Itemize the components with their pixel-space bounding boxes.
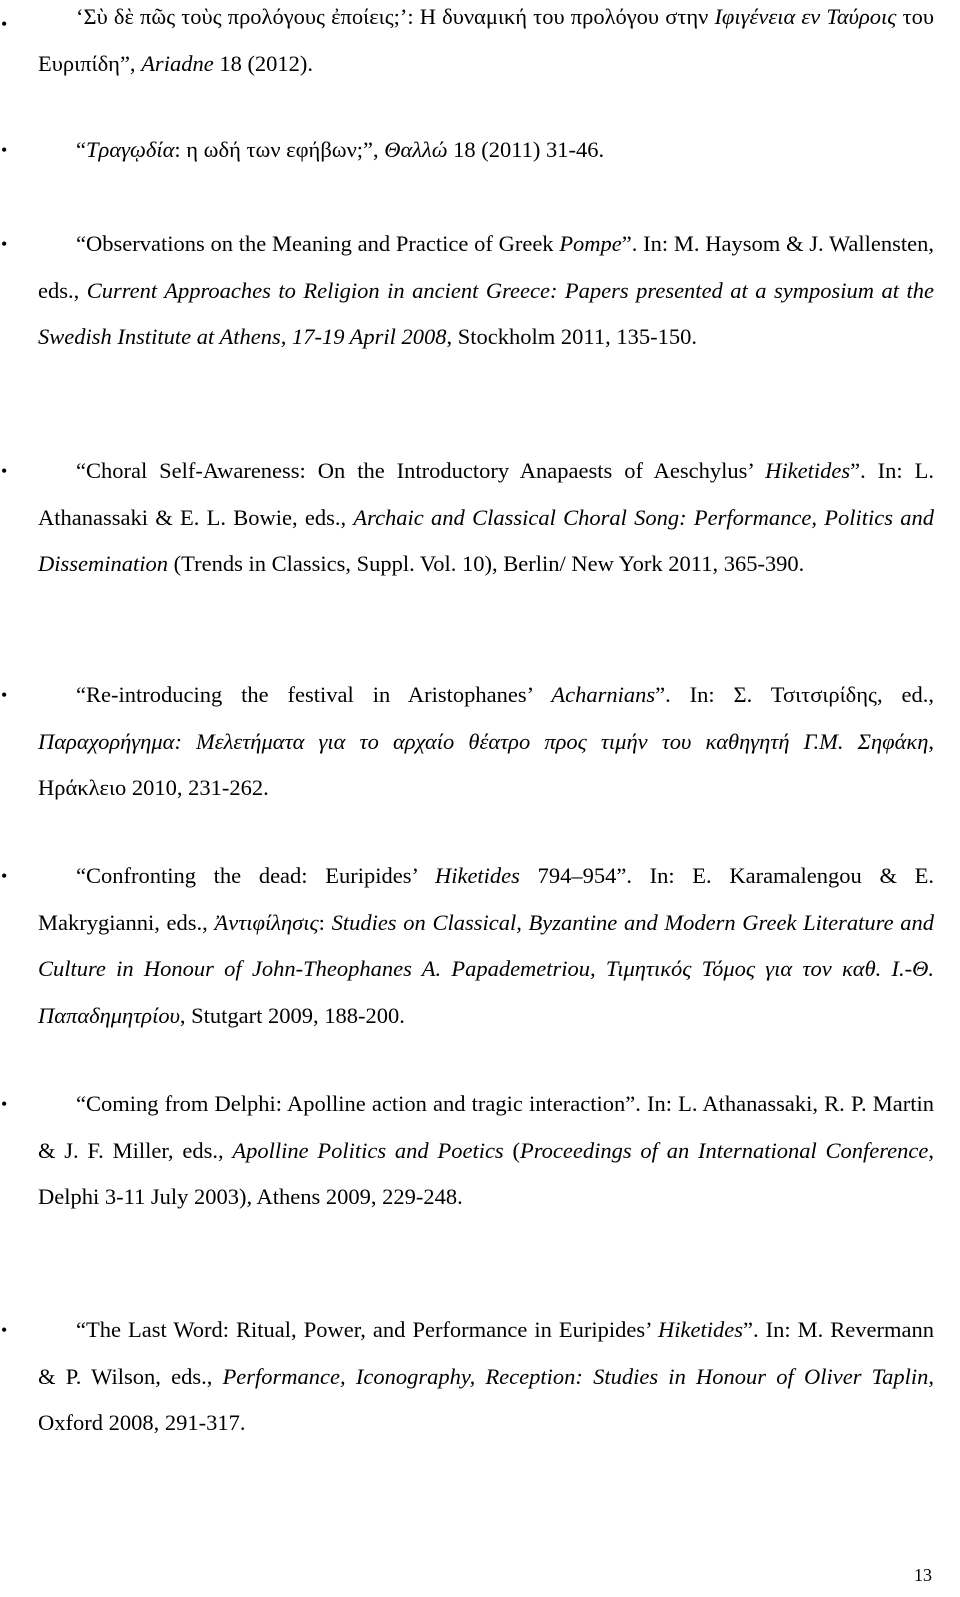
italic-title-segment: Current Approaches to Religion in ancient Greece: Papers presented at a symposium at the Swedish Institute at Athens, 17-19 April 2008 xyxy=(38,277,934,349)
italic-title-segment: Θαλλώ xyxy=(384,137,448,162)
italic-title-segment: Ἀντιφίλησις xyxy=(214,909,319,935)
text-segment: ”. In: Σ. Τσιτσιρίδης, ed., xyxy=(655,682,934,707)
bullet-icon: • xyxy=(1,461,8,481)
italic-title-segment: Hiketides xyxy=(434,863,520,888)
bullet-icon: • xyxy=(1,14,8,34)
text-segment: ‘Σὺ δὲ πῶς τοὺς προλόγους ἐποίεις;’: Η δυναμική του προλόγου στην xyxy=(76,4,715,29)
italic-title-segment: Ιφιγένεια εν Ταύροις xyxy=(714,4,897,29)
text-segment: “The Last Word: Ritual, Power, and Performance in Euripides’ xyxy=(76,1317,659,1342)
text-segment: , Stockholm 2011, 135-150. xyxy=(446,324,697,349)
text-segment: : η ωδή των εφήβων;”, xyxy=(174,137,385,162)
entry-text xyxy=(38,1307,934,1447)
text-segment: 794–954”. In: E. Karamalengou & E. Makrygianni, eds., xyxy=(38,863,934,935)
entry-text xyxy=(38,853,934,1039)
italic-title-segment: Studies on Classical, Byzantine and Modern Greek Literature and Culture in Honour of John-Theophanes A. Papademetriou, Τιμητικός Τόμος για τον καθ. Ι.-Θ. Παπαδημητρίου xyxy=(38,909,934,1028)
text-segment: ”. In: M. Revermann & P. Wilson, eds., xyxy=(38,1317,935,1389)
text-segment: , Delphi 3-11 July 2003), Athens 2009, 229-248. xyxy=(38,1137,935,1209)
bibliography-entry xyxy=(0,127,960,174)
page-number: 13 xyxy=(914,1565,932,1585)
text-segment: “Coming from Delphi: Apolline action and tragic interaction”. In: L. Athanassaki, R. P. Martin & J. F. Miller, eds., xyxy=(38,1091,934,1163)
text-segment: ( xyxy=(503,1137,520,1163)
italic-title-segment: Acharnians xyxy=(551,682,656,707)
text-segment: 18 (2012). xyxy=(213,50,314,76)
italic-title-segment: Pompe xyxy=(559,231,622,256)
italic-title-segment: Performance, Iconography, Reception: Studies in Honour of Oliver Taplin xyxy=(222,1363,929,1389)
bibliography-entry xyxy=(0,1307,960,1447)
entry-text xyxy=(38,127,934,174)
italic-title-segment: Τραγῳδία xyxy=(86,137,175,162)
bullet-icon: • xyxy=(1,1320,8,1340)
bullet-icon: • xyxy=(1,234,8,254)
bibliography-entry xyxy=(0,672,960,812)
entry-text xyxy=(38,0,934,87)
text-segment: ”. In: M. Haysom & J. Wallensten, eds., xyxy=(38,231,935,303)
italic-title-segment: Παραχορήγημα: Μελετήματα για το αρχαίο θέατρο προς τιμήν του καθηγητή Γ.Μ. Σηφάκη xyxy=(38,728,929,754)
italic-title-segment: Archaic and Classical Choral Song: Performance, Politics and Dissemination xyxy=(38,504,934,576)
entry-text xyxy=(38,221,934,361)
bullet-icon: • xyxy=(1,140,8,160)
bullet-icon: • xyxy=(1,685,8,705)
text-segment: ”. In: L. Athanassaki & E. L. Bowie, eds., xyxy=(38,458,934,530)
bibliography-entry xyxy=(0,0,960,87)
text-segment: , Ηράκλειο 2010, 231-262. xyxy=(38,728,934,800)
bibliography-entry xyxy=(0,448,960,588)
italic-title-segment: Apolline Politics and Poetics xyxy=(232,1137,504,1163)
entry-text xyxy=(38,448,934,588)
italic-title-segment: Hiketides xyxy=(658,1317,743,1342)
text-segment: , Oxford 2008, 291-317. xyxy=(38,1363,934,1435)
text-segment: “Confronting the dead: Euripides’ xyxy=(76,863,435,888)
bibliography-entry xyxy=(0,1081,960,1221)
text-segment: “ xyxy=(76,137,86,162)
italic-title-segment: Ariadne xyxy=(141,50,214,76)
text-segment: (Trends in Classics, Suppl. Vol. 10), Berlin/ New York 2011, 365-390. xyxy=(168,551,805,576)
text-segment: : xyxy=(318,909,332,935)
bibliography-entry xyxy=(0,853,960,1039)
bullet-icon: • xyxy=(1,1094,8,1114)
italic-title-segment: Hiketides xyxy=(765,458,851,483)
entry-text xyxy=(38,672,934,812)
italic-title-segment: Proceedings of an International Conference xyxy=(519,1137,929,1163)
text-segment: 18 (2011) 31-46. xyxy=(447,137,605,162)
entry-text xyxy=(38,1081,934,1221)
text-segment: “Observations on the Meaning and Practice of Greek xyxy=(76,231,560,256)
bibliography-entry xyxy=(0,221,960,361)
bullet-icon: • xyxy=(1,866,8,886)
text-segment: του Ευριπίδη”, xyxy=(38,4,934,76)
text-segment: “Choral Self-Awareness: On the Introductory Anapaests of Aeschylus’ xyxy=(76,458,766,483)
text-segment: , Stutgart 2009, 188-200. xyxy=(179,1002,405,1028)
text-segment: “Re-introducing the festival in Aristophanes’ xyxy=(76,682,552,707)
